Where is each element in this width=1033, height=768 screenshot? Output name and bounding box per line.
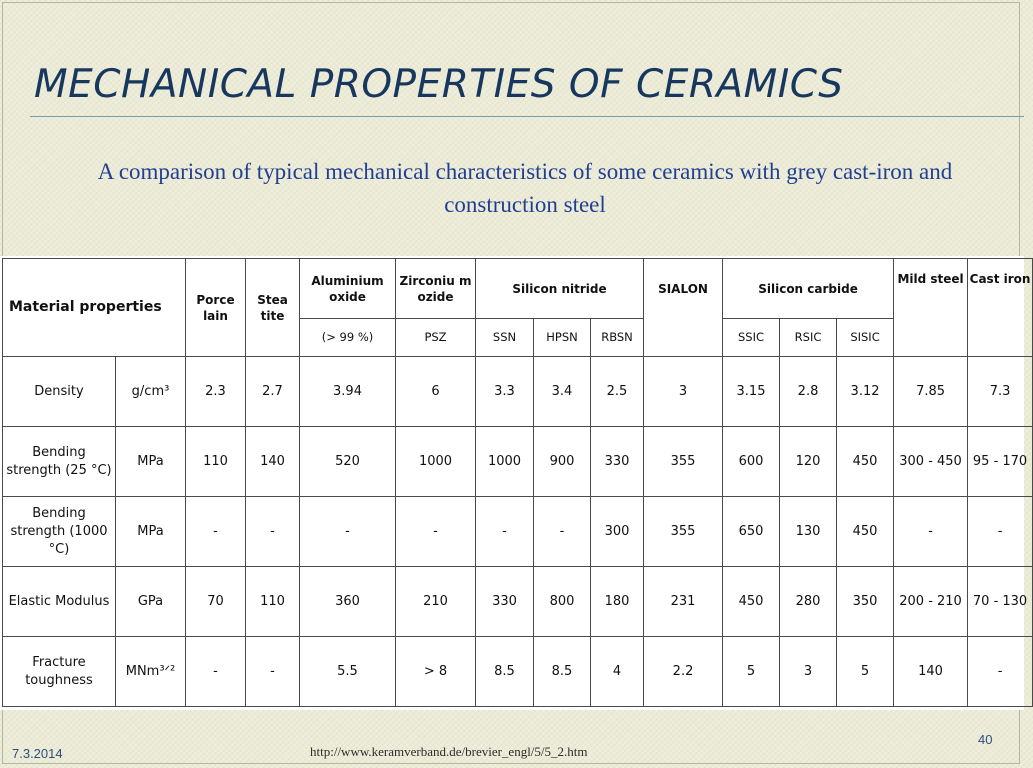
- unit-cell: MPa: [116, 497, 186, 567]
- value-cell: -: [968, 497, 1033, 567]
- property-cell: Fracture toughness: [3, 637, 116, 707]
- subheader-ssic: SSIC: [723, 319, 780, 357]
- value-cell: 3.4: [534, 357, 591, 427]
- value-cell: 360: [300, 567, 396, 637]
- table-row: [3, 637, 1033, 707]
- value-cell: -: [476, 497, 534, 567]
- value-cell: 450: [837, 497, 894, 567]
- table-row: [3, 357, 1033, 427]
- value-cell: 2.7: [246, 357, 300, 427]
- value-cell: 110: [246, 567, 300, 637]
- value-cell: 3.3: [476, 357, 534, 427]
- unit-cell: MPa: [116, 427, 186, 497]
- value-cell: 3: [780, 637, 837, 707]
- value-cell: 350: [837, 567, 894, 637]
- value-cell: 7.85: [894, 357, 968, 427]
- header-silicon-carbide: Silicon carbide: [723, 259, 894, 319]
- value-cell: 650: [723, 497, 780, 567]
- value-cell: 2.2: [644, 637, 723, 707]
- value-cell: -: [396, 497, 476, 567]
- header-sialon: SIALON: [644, 259, 723, 357]
- subheader-hpsn: HPSN: [534, 319, 591, 357]
- value-cell: 330: [591, 427, 644, 497]
- table-row: [3, 427, 1033, 497]
- value-cell: 6: [396, 357, 476, 427]
- value-cell: 130: [780, 497, 837, 567]
- table-row: [3, 567, 1033, 637]
- value-cell: 200 - 210: [894, 567, 968, 637]
- property-cell: Density: [3, 357, 116, 427]
- value-cell: 5: [723, 637, 780, 707]
- table-row: [3, 497, 1033, 567]
- value-cell: 355: [644, 497, 723, 567]
- subheader-alox: (> 99 %): [300, 319, 396, 357]
- value-cell: 70: [186, 567, 246, 637]
- header-material-properties: Material properties: [3, 259, 186, 357]
- value-cell: 2.8: [780, 357, 837, 427]
- value-cell: 7.3: [968, 357, 1033, 427]
- slide-title: MECHANICAL PROPERTIES OF CERAMICS: [34, 62, 844, 107]
- unit-cell: GPa: [116, 567, 186, 637]
- value-cell: 280: [780, 567, 837, 637]
- value-cell: 210: [396, 567, 476, 637]
- table-body: [3, 259, 1033, 707]
- value-cell: -: [186, 637, 246, 707]
- value-cell: -: [246, 497, 300, 567]
- value-cell: 140: [894, 637, 968, 707]
- value-cell: -: [186, 497, 246, 567]
- value-cell: 180: [591, 567, 644, 637]
- value-cell: 8.5: [476, 637, 534, 707]
- value-cell: -: [968, 637, 1033, 707]
- value-cell: 4: [591, 637, 644, 707]
- header-zirconium-oxide: Zirconiu m ozide: [396, 259, 476, 319]
- value-cell: 450: [723, 567, 780, 637]
- header-silicon-nitride: Silicon nitride: [476, 259, 644, 319]
- value-cell: 110: [186, 427, 246, 497]
- value-cell: 8.5: [534, 637, 591, 707]
- header-mild-steel: Mild steel: [894, 259, 968, 357]
- value-cell: 900: [534, 427, 591, 497]
- property-cell: Bending strength (1000 °C): [3, 497, 116, 567]
- value-cell: 2.5: [591, 357, 644, 427]
- mechanical-properties-table: [2, 258, 1033, 707]
- value-cell: 3.15: [723, 357, 780, 427]
- value-cell: 140: [246, 427, 300, 497]
- value-cell: -: [246, 637, 300, 707]
- unit-cell: g/cm³: [116, 357, 186, 427]
- value-cell: 1000: [396, 427, 476, 497]
- value-cell: -: [300, 497, 396, 567]
- value-cell: -: [894, 497, 968, 567]
- value-cell: 355: [644, 427, 723, 497]
- value-cell: -: [534, 497, 591, 567]
- footer-url: http://www.keramverband.de/brevier_engl/5/5_2.htm: [310, 744, 588, 759]
- header-aluminium-oxide: Aluminium oxide: [300, 259, 396, 319]
- value-cell: 520: [300, 427, 396, 497]
- property-cell: Elastic Modulus: [3, 567, 116, 637]
- subheader-ssn: SSN: [476, 319, 534, 357]
- value-cell: 300: [591, 497, 644, 567]
- header-porcelain: Porce lain: [186, 259, 246, 357]
- page-number: 40: [978, 732, 993, 747]
- value-cell: 70 - 130: [968, 567, 1033, 637]
- value-cell: 5: [837, 637, 894, 707]
- subheader-sisic: SISIC: [837, 319, 894, 357]
- slide-subtitle: A comparison of typical mechanical characteristics of some ceramics with grey cast-iron and construction steel: [97, 159, 953, 217]
- value-cell: 3.94: [300, 357, 396, 427]
- header-cast-iron: Cast iron: [968, 259, 1033, 357]
- title-underline: [30, 116, 1024, 117]
- value-cell: 300 - 450: [894, 427, 968, 497]
- value-cell: 120: [780, 427, 837, 497]
- unit-cell: MNm³ᐟ²: [116, 637, 186, 707]
- value-cell: 800: [534, 567, 591, 637]
- value-cell: 5.5: [300, 637, 396, 707]
- subheader-zro: PSZ: [396, 319, 476, 357]
- subheader-rbsn: RBSN: [591, 319, 644, 357]
- value-cell: 1000: [476, 427, 534, 497]
- header-steatite: Stea tite: [246, 259, 300, 357]
- header-row: [3, 259, 1033, 319]
- value-cell: 2.3: [186, 357, 246, 427]
- value-cell: > 8: [396, 637, 476, 707]
- value-cell: 450: [837, 427, 894, 497]
- properties-table-panel: [0, 256, 1031, 710]
- value-cell: 3.12: [837, 357, 894, 427]
- footer-date: 7.3.2014: [12, 746, 63, 761]
- subheader-rsic: RSIC: [780, 319, 837, 357]
- property-cell: Bending strength (25 °C): [3, 427, 116, 497]
- value-cell: 600: [723, 427, 780, 497]
- value-cell: 330: [476, 567, 534, 637]
- value-cell: 3: [644, 357, 723, 427]
- value-cell: 95 - 170: [968, 427, 1033, 497]
- value-cell: 231: [644, 567, 723, 637]
